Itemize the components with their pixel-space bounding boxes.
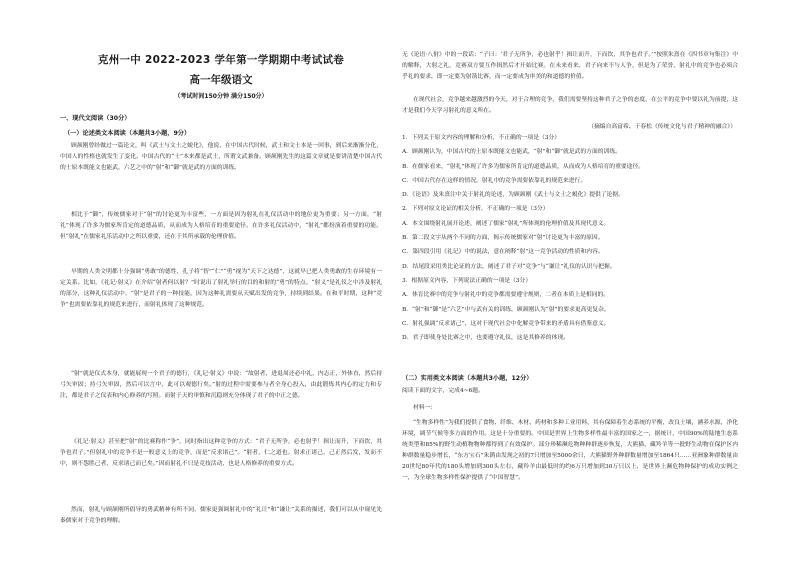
paragraph: “射”就是仪式本身，就能展现一个君子的德行，《礼记·射义》中说：“故射者，进退周还必中礼，内志正，外体直，然后持弓矢审固；持弓矢审固，然后可以言中，此可以观德行矣。”射的过程中需要参与者全身心投入，由此锻炼其内心的定力和专注，都是君子之仪表和内心修养的写照。而射于天的审慎和沉稳则充分体现了君子的中正之德。 <box>60 371 382 399</box>
option-line: B．“射”和“御”是“六艺”中与武有关的训练，顾颉刚认为“射”的要求更高更复杂。 <box>402 306 610 313</box>
subsection-heading: （二）实用类文本阅读（本题共3小题，12分） <box>402 375 533 382</box>
paragraph: 相比于“御”，传统儒家对于“射”的讨论更为丰富些，一方面是因为射礼在礼仪活动中的地位更为重要；另一方面，“射礼”体现了许多为儒家所肯定的道德品质，从而成为人格培育的重要途径。在许多礼仪活动中，“射礼”都扮演着重要的功能。但“射礼”在儒家礼乐活动中之所以重要，还在于其所承载的伦理价值。 <box>60 212 382 240</box>
option-line: C．第四段引用《礼记》中的说法，意在阐释“射”这一竞争活动的性质和内容。 <box>402 249 604 256</box>
option-line: A．本文围绕射礼展开论述，阐述了儒家“射礼”所体现的伦理价值及其现代意义。 <box>402 220 610 227</box>
option-line: B．在儒家看来，“射礼”体现了许多为儒家所肯定的道德品质，从而成为人格培育的重要途径。 <box>402 163 645 170</box>
paragraph: 《礼记·射义》甚至把“射”的比赛称作“争”，同时指出这种竞争的方式：“君子无所争，必也射乎！揖让而升，下而饮，其争也君子。”但射礼中的竞争不是一般意义上的竞争，而是“反求诸己”。“射者，仁之道也。射求正诸己，己正然后发，发而不中，则不怨胜己者，反求诸己而已矣。”因而射礼不只是竞技活动，也是人格修养的重要方式。 <box>60 439 382 467</box>
question-line: 1．下列关于原文内容的理解和分析，不正确的一项是（3分） <box>402 135 561 141</box>
paragraph: 在现代社会，竞争越来越激烈的今天，对于合理的竞争，我们需要坚持这种君子之争的态度，在公平的竞争中要以礼为前提，这才是我们今天学习射礼的意义所在。 <box>402 97 738 114</box>
option-line: D．君子即使身处比赛之中，也要遵守礼仪，这是其修养的体现。 <box>402 335 569 342</box>
paragraph: 顾颉刚曾经做过一篇论文，叫《武士与文士之蜕化》，他说，在中国古代时候，武士和文士本是一回事，到后来渐渐分化，中国人的性格也就发生了变化。中国古代的“士”本来都是武士，所谓文武兼备。顾颉刚先生的这篇文章就是要讲清楚中国古代的士原本既能文也能武，六艺之中的“射”和“御”就是武的方面的训练。 <box>60 143 382 171</box>
question-line: 3．根据原文内容，下列说法正确的一项是（3分） <box>402 277 532 284</box>
option-line: D．结尾段采用类比论证的方法，阐述了君子对“竞争”与“谦让”礼仪的认识与把握。 <box>402 263 616 270</box>
subsection-heading: （一）论述类文本阅读（本题共3小题，9分） <box>64 130 191 137</box>
paragraph: “生物多样性”为我们提供了食物、纤维、木材、药材和多种工业用料，其有保障着生态系统的平衡，改良土壤，涵养水源，净化环境，调节气候等多方面的作用。这是十分重要的。中国是世界上生物多样性最丰富的国家之一，据统计，中国90%的陆地生态系统类型和85%的野生动植物物种都得到了有效保护。部分珍稀濒危物种种群逐步恢复，大熊猫、藏羚羊等一批野生动物在保护区内种群数量稳步增长，“东方宝石”朱鹮由发现之初的7只增加至5000余只，大熊猫野外种群数量增加至1864只……亚洲象种群数量由20世纪80年代的180头增加到300头左右，藏羚羊由最低时的约6万只增加到30万只以上，是世界上濒危物种保护的成功实例之一，为全球生物多样性保护提供了“中国智慧”。 <box>402 420 738 481</box>
option-line: A．体育比赛中的竞争与射礼中的竞争都需要遵守规则，二者在本质上是相同的。 <box>402 292 610 299</box>
option-line: C．射礼强调“反求诸己”，这对于现代社会中化解竞争带来的矛盾具有借鉴意义。 <box>402 320 610 327</box>
question-list <box>402 131 738 371</box>
option-line: C．中国古代存在这样的情况，射礼中的竞争需要依靠礼的规范来进行。 <box>402 177 587 184</box>
option-line: B．第二段文字从两个不同的方面，揭示传统儒家对“射”讨论更为丰富的原因。 <box>402 235 604 242</box>
question-line: 2．下列对原文论证的相关分析，不正确的一项是（3分） <box>402 206 549 213</box>
section-heading: 一、现代文阅读（30分） <box>60 115 131 122</box>
exam-info: （考试时间150分钟 满分150分） <box>174 93 268 100</box>
option-line: D．《论语》及朱熹注中关于射礼的论述，为顾颉刚《武士与文士之蜕化》提供了论据。 <box>402 192 625 199</box>
paragraph: 然而，射礼与顾颉刚所倡导的勇武精神有所不同，儒家更强调射礼中的“礼让”和“谦让”关系的描述，我们可以从中窥见先秦儒家对于竞争的理解。 <box>60 507 382 524</box>
source-citation: （摘编自高富希、干春松《传统文化与君子精神的融合》） <box>588 124 736 130</box>
option-line: A．顾颉刚认为，中国古代的士原本既能文也能武，“射”和“御”就是武的方面的训练。 <box>402 149 621 156</box>
paragraph: 无《论语·八佾》中的一段话：“子曰：‘君子无所争，必也射乎！揖让而升，下而饮，其争也君子。’”按照朱熹在《四书章句集注》中的解释，大射之礼，竞赛双方要互作揖然后才开始比赛。在未来看来，君子向来不与人争，但是为了荣誉，射礼中的竞争也必须合乎礼的要求，即一定要为射箭比赛，而一定要成为审美的和道德的价值。 <box>402 52 738 80</box>
material-label: 材料一： <box>413 405 437 411</box>
exam-title: 克州一中 2022-2023 学年第一学期期中考试试卷 <box>97 54 345 66</box>
paragraph: 早期的人类文明都十分强调“勇敢”的德性，孔子将“智”“仁”“勇”视为“天下之达德”，这就早已把人类勇敢的生存环境有一定关系。比如，《礼记·射义》在介绍“射者何以射？”时说出了射礼举行的目的和射的“勇”的特点。“射义”是礼仪之中涉及射礼的部分，这种礼仪活动中，“射”是君子的一种技能，因为这种礼需要从天赋出发的竞争，持续到结果。在和平时期，这种“竞争”也需要依靠礼的规范来进行，而射礼体现了这种规范。 <box>60 269 382 308</box>
exam-subject: 高一年级语文 <box>189 74 253 86</box>
instruction: 阅读下面的文字，完成4~6题。 <box>402 388 484 394</box>
